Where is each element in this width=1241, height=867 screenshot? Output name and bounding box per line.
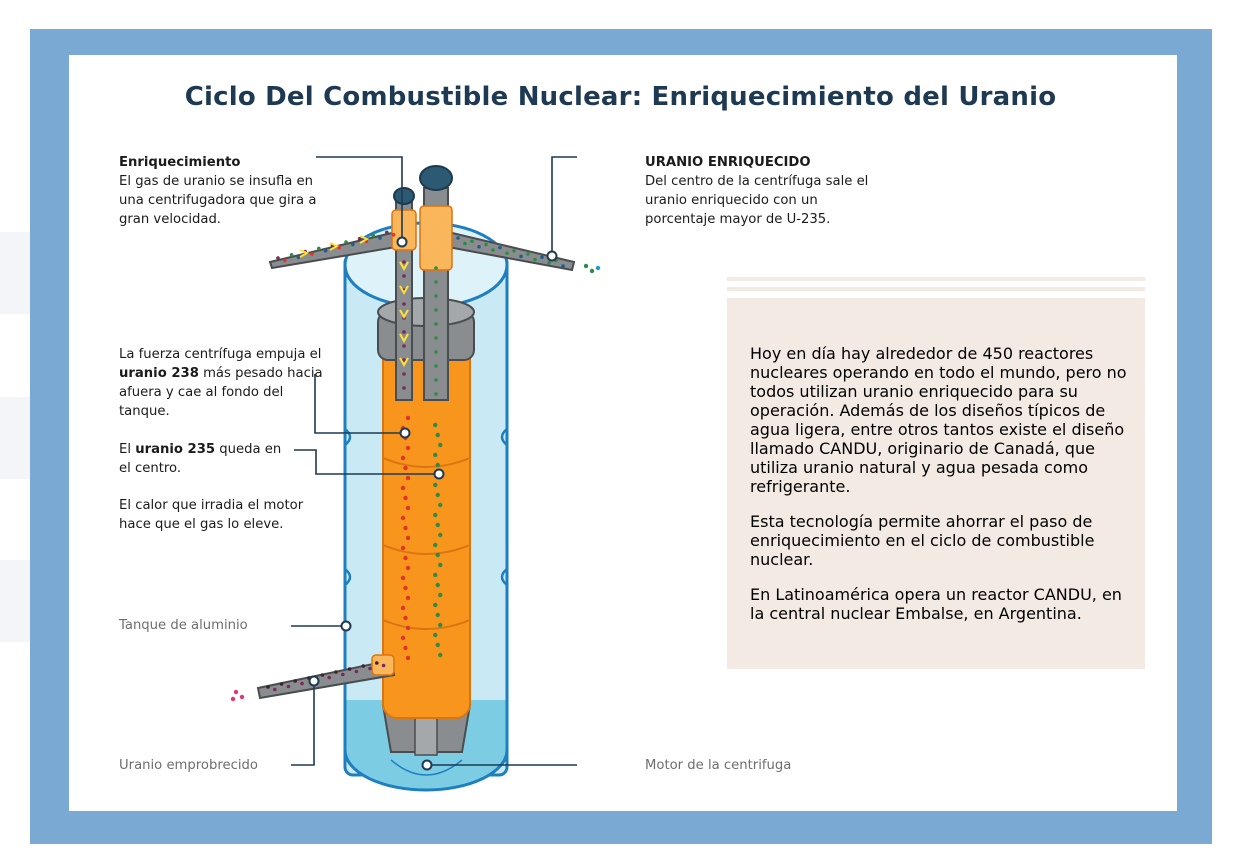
gas-particle xyxy=(290,253,294,257)
u235-particle xyxy=(436,463,440,467)
escaping-particle xyxy=(584,264,588,268)
u235-particle xyxy=(433,573,437,577)
u238-particle xyxy=(406,566,410,570)
u238-particle xyxy=(406,536,410,540)
u235-particle xyxy=(436,613,440,617)
enriched-particle xyxy=(484,243,488,247)
depleted-particle xyxy=(266,685,270,689)
u235-particle xyxy=(438,443,442,447)
enriched-particle xyxy=(505,251,509,255)
enriched-particle xyxy=(477,245,481,249)
escaping-particle xyxy=(234,690,238,694)
page-title: Ciclo Del Combustible Nuclear: Enriquecimiento del Uranio xyxy=(184,82,1057,112)
uranium-235-term: uranio 235 xyxy=(135,442,216,457)
enriched-particle xyxy=(512,249,516,253)
depleted-particle xyxy=(341,673,345,677)
enriched-particle xyxy=(434,322,438,326)
depleted-particle xyxy=(375,661,379,665)
info-paragraph-1: Hoy en día hay alrededor de 450 reactores nucleares operando en todo el mundo, pero no todos utilizan uranio enriquecido para su operación. Además de los diseños típicos de agua ligera, entre otros tantos existe el diseño llamado CANDU, originario de Canadá, que utiliza uranio natural y agua pesada como refrigerante. xyxy=(750,344,1127,496)
u238-particle xyxy=(406,506,410,510)
escaping-particle xyxy=(240,695,244,699)
depleted-particle xyxy=(355,670,359,674)
gas-particle xyxy=(351,243,355,247)
escaping-particle xyxy=(590,269,594,273)
u238-particle xyxy=(403,466,407,470)
u235-particle xyxy=(438,533,442,537)
u235-particle xyxy=(433,483,437,487)
gas-particle xyxy=(402,330,406,334)
u238-particle xyxy=(406,626,410,630)
gas-particle xyxy=(297,255,301,259)
depleted-particle xyxy=(280,682,284,686)
enriched-particle xyxy=(519,255,523,259)
enrichment-label xyxy=(119,153,334,229)
motor-heat-label: El calor que irradia el motor hace que el gas lo eleve. xyxy=(119,498,304,532)
motor-label: Motor de la centrifuga xyxy=(645,758,792,773)
u238-particle xyxy=(401,576,405,580)
gas-particle xyxy=(324,249,328,253)
gas-particle xyxy=(385,231,389,235)
depleted-particle xyxy=(368,667,372,671)
u238-particle xyxy=(403,616,407,620)
u235-particle xyxy=(436,433,440,437)
enriched-particle xyxy=(434,294,438,298)
u235-particle xyxy=(438,623,442,627)
gas-particle xyxy=(317,247,321,251)
enriched-particle xyxy=(434,266,438,270)
enriched-particle xyxy=(456,236,460,240)
u235-particle xyxy=(433,453,437,457)
u235-particle xyxy=(433,423,437,427)
enriched-particle xyxy=(434,350,438,354)
depleted-particle xyxy=(321,673,325,677)
depleted-particle xyxy=(273,688,277,692)
enriched-particle xyxy=(434,392,438,396)
u235-particle xyxy=(438,563,442,567)
enriched-uranium-label xyxy=(645,153,870,229)
enriched-text: Del centro de la centrífuga sale el uranio enriquecido con un porcentaje mayor de U-235. xyxy=(645,174,869,227)
escaping-particle xyxy=(231,697,235,701)
centrifugal-force-label xyxy=(119,345,324,421)
u238-particle xyxy=(406,476,410,480)
u238-particle xyxy=(401,486,405,490)
force-text-start: La fuerza centrífuga empuja el xyxy=(119,347,322,362)
enriched-particle xyxy=(434,364,438,368)
u238-particle xyxy=(406,596,410,600)
enriched-particle xyxy=(526,252,530,256)
u238-particle xyxy=(403,586,407,590)
u238-particle xyxy=(401,456,405,460)
depleted-particle xyxy=(348,667,352,671)
u238-particle xyxy=(401,636,405,640)
u235-particle xyxy=(436,643,440,647)
gas-particle xyxy=(276,256,280,260)
depleted-particle xyxy=(327,676,331,680)
gas-particle xyxy=(378,236,382,240)
u238-particle xyxy=(406,656,410,660)
enriched-particle xyxy=(434,308,438,312)
enriched-particle xyxy=(561,264,565,268)
u235-particle xyxy=(436,493,440,497)
force-text-end: más pesado hacia afuera y cae al fondo del tanque. xyxy=(119,366,323,419)
u235-text-start: El xyxy=(119,442,136,457)
gas-particle xyxy=(402,302,406,306)
u238-particle xyxy=(403,556,407,560)
enrichment-text: El gas de uranio se insufla en una centrifugadora que gira a gran velocidad. xyxy=(119,174,317,227)
info-paragraph-2: Esta tecnología permite ahorrar el paso de enriquecimiento en el ciclo de combustible nuclear. xyxy=(750,512,1095,569)
u235-particle xyxy=(436,583,440,587)
enriched-heading: URANIO ENRIQUECIDO xyxy=(645,155,811,170)
depleted-particle xyxy=(300,682,304,686)
depleted-particle xyxy=(382,664,386,668)
u235-particle xyxy=(438,503,442,507)
u235-particle xyxy=(433,603,437,607)
enriched-particle xyxy=(547,261,551,265)
enriched-particle xyxy=(470,239,474,243)
enriched-particle xyxy=(491,248,495,252)
u238-particle xyxy=(401,516,405,520)
gas-particle xyxy=(402,344,406,348)
u238-particle xyxy=(403,496,407,500)
enriched-particle xyxy=(434,378,438,382)
info-text xyxy=(750,328,1135,639)
gas-particle xyxy=(402,274,406,278)
enriched-particle xyxy=(434,336,438,340)
enriched-particle xyxy=(463,242,467,246)
enriched-particle xyxy=(533,258,537,262)
u235-particle xyxy=(436,553,440,557)
gas-particle xyxy=(358,237,362,241)
gas-particle xyxy=(402,372,406,376)
depleted-uranium-label: Uranio emprobrecido xyxy=(119,758,258,773)
u235-particle xyxy=(438,593,442,597)
u235-particle xyxy=(433,633,437,637)
u235-particle xyxy=(433,543,437,547)
enriched-particle xyxy=(540,255,544,259)
enrichment-heading: Enriquecimiento xyxy=(119,155,241,170)
gas-particle xyxy=(283,259,287,263)
uranium-238-term: uranio 238 xyxy=(119,366,199,381)
u235-particle xyxy=(433,513,437,517)
enriched-particle xyxy=(498,246,502,250)
info-paragraph-3: En Latinoamérica opera un reactor CANDU, en la central nuclear Embalse, en Argentina. xyxy=(750,585,1122,623)
depleted-particle xyxy=(361,664,365,668)
gas-particle xyxy=(402,386,406,390)
u238-particle xyxy=(401,546,405,550)
u238-particle xyxy=(401,606,405,610)
uranium-235-label xyxy=(119,440,289,478)
u238-particle xyxy=(406,446,410,450)
depleted-particle xyxy=(293,679,297,683)
gas-particle xyxy=(344,240,348,244)
u238-particle xyxy=(406,416,410,420)
u238-particle xyxy=(403,526,407,530)
gas-particle xyxy=(402,260,406,264)
info-stripe xyxy=(727,277,1145,281)
tank-label: Tanque de aluminio xyxy=(119,618,248,633)
depleted-particle xyxy=(334,670,338,674)
u235-particle xyxy=(436,523,440,527)
gas-particle xyxy=(371,234,375,238)
u235-text-end: queda en el centro. xyxy=(119,442,282,476)
escaping-particle xyxy=(596,266,600,270)
gas-particle xyxy=(310,252,314,256)
info-stripe xyxy=(727,287,1145,291)
depleted-particle xyxy=(287,685,291,689)
gas-particle xyxy=(392,233,396,237)
u235-particle xyxy=(438,653,442,657)
u238-particle xyxy=(403,646,407,650)
enriched-particle xyxy=(434,280,438,284)
